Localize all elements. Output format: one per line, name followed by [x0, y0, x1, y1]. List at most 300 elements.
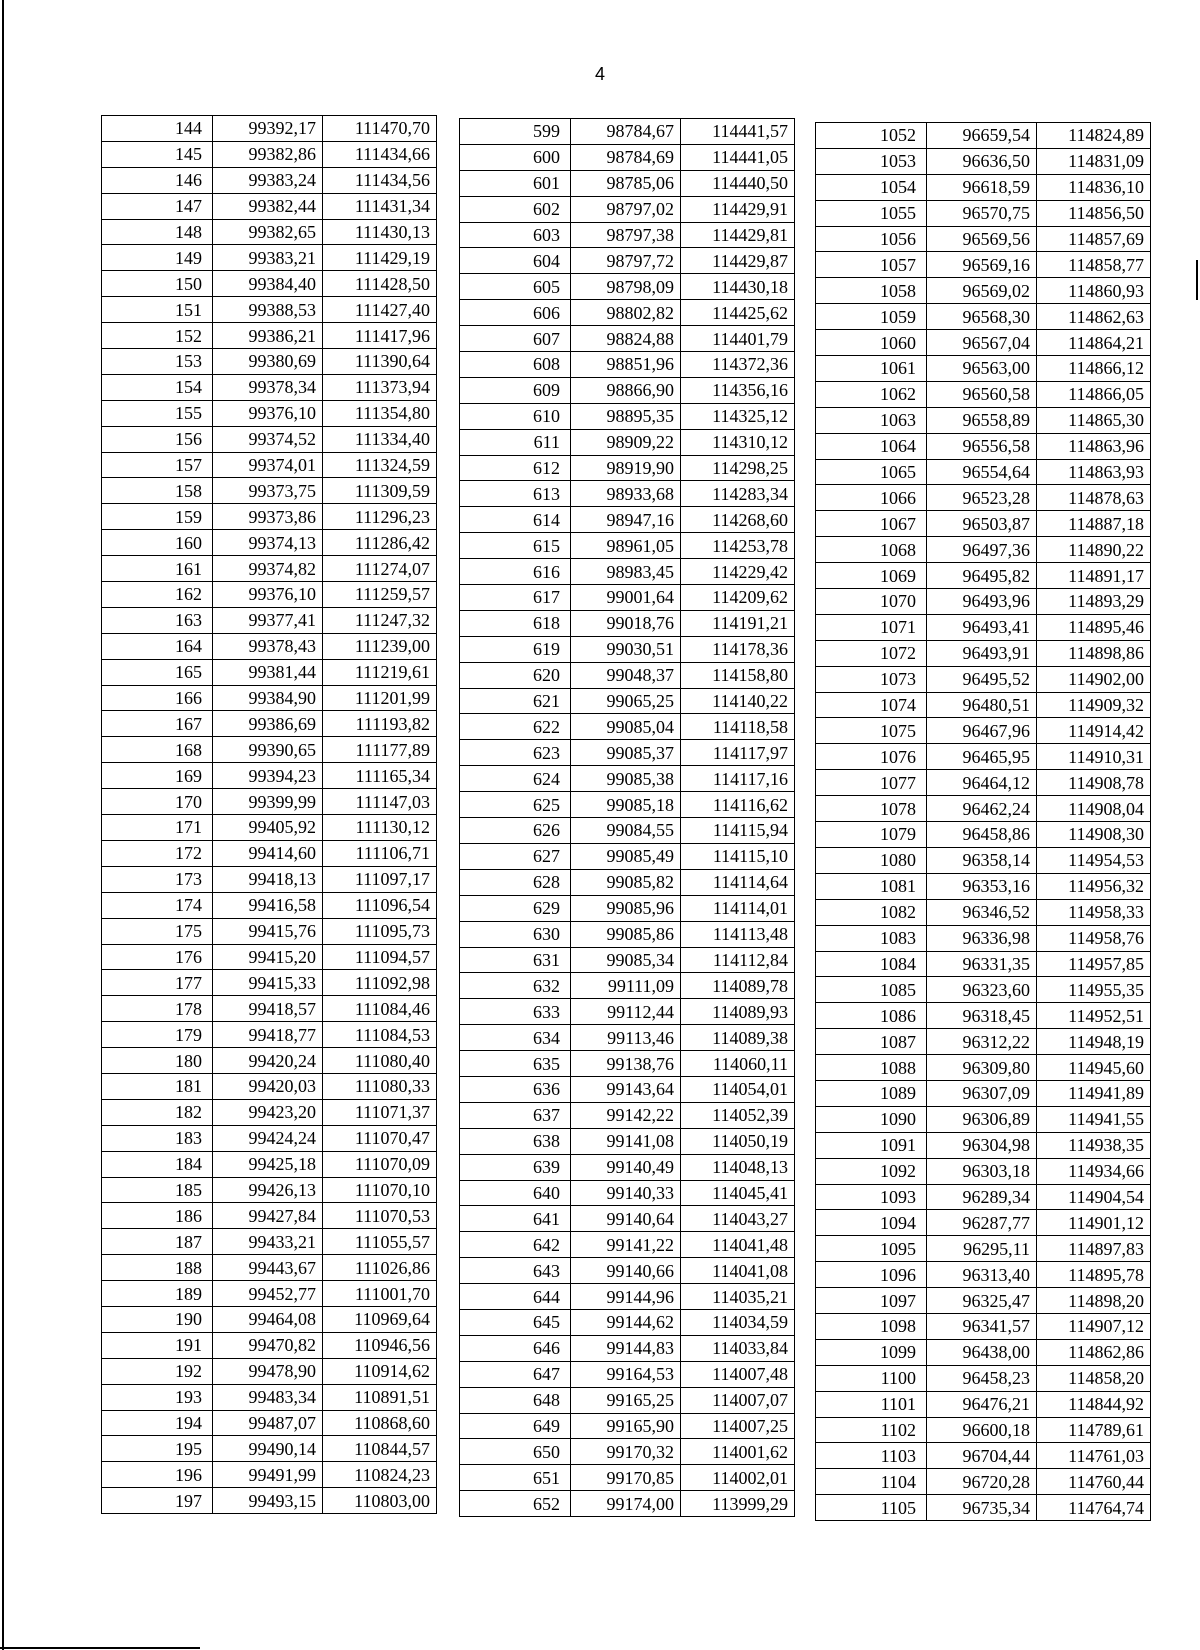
y-coordinate-cell: 111247,32	[323, 607, 437, 633]
x-coordinate-cell: 96523,28	[927, 485, 1037, 511]
x-coordinate-cell: 99377,41	[213, 607, 323, 633]
x-coordinate-cell: 99487,07	[213, 1410, 323, 1436]
point-number-cell: 167	[102, 711, 213, 737]
table-row	[816, 330, 1151, 356]
x-coordinate-cell: 96493,96	[927, 589, 1037, 615]
table-row	[102, 1099, 437, 1125]
x-coordinate-cell: 99376,10	[213, 400, 323, 426]
x-coordinate-cell: 99426,13	[213, 1177, 323, 1203]
x-coordinate-cell: 96313,40	[927, 1262, 1037, 1288]
table-row	[816, 174, 1151, 200]
x-coordinate-cell: 99001,64	[571, 585, 681, 611]
x-coordinate-cell: 99420,24	[213, 1048, 323, 1074]
x-coordinate-cell: 99491,99	[213, 1462, 323, 1488]
x-coordinate-cell: 99085,04	[571, 714, 681, 740]
table-row	[460, 300, 795, 326]
table-row	[460, 119, 795, 145]
y-coordinate-cell: 111092,98	[323, 970, 437, 996]
point-number-cell: 180	[102, 1048, 213, 1074]
table-row	[816, 252, 1151, 278]
coordinates-table-1	[101, 115, 437, 1514]
y-coordinate-cell: 111334,40	[323, 426, 437, 452]
point-number-cell: 609	[460, 377, 571, 403]
x-coordinate-cell: 99392,17	[213, 116, 323, 142]
point-number-cell: 1097	[816, 1288, 927, 1314]
x-coordinate-cell: 99464,08	[213, 1306, 323, 1332]
point-number-cell: 624	[460, 766, 571, 792]
x-coordinate-cell: 99478,90	[213, 1358, 323, 1384]
x-coordinate-cell: 96309,80	[927, 1055, 1037, 1081]
table-row	[460, 377, 795, 403]
y-coordinate-cell: 111259,57	[323, 582, 437, 608]
table-row	[460, 1361, 795, 1387]
point-number-cell: 1086	[816, 1003, 927, 1029]
x-coordinate-cell: 96720,28	[927, 1469, 1037, 1495]
y-coordinate-cell: 114907,12	[1037, 1313, 1151, 1339]
x-coordinate-cell: 99164,53	[571, 1361, 681, 1387]
point-number-cell: 614	[460, 507, 571, 533]
point-number-cell: 148	[102, 219, 213, 245]
table-row	[816, 666, 1151, 692]
x-coordinate-cell: 96569,56	[927, 226, 1037, 252]
x-coordinate-cell: 99383,24	[213, 167, 323, 193]
y-coordinate-cell: 114908,78	[1037, 770, 1151, 796]
y-coordinate-cell: 111309,59	[323, 478, 437, 504]
y-coordinate-cell: 111130,12	[323, 815, 437, 841]
point-number-cell: 618	[460, 610, 571, 636]
x-coordinate-cell: 96495,82	[927, 563, 1037, 589]
y-coordinate-cell: 114898,86	[1037, 640, 1151, 666]
x-coordinate-cell: 99483,34	[213, 1384, 323, 1410]
point-number-cell: 605	[460, 274, 571, 300]
x-coordinate-cell: 96303,18	[927, 1158, 1037, 1184]
table-row	[460, 144, 795, 170]
table-row	[460, 1284, 795, 1310]
table-row	[460, 1206, 795, 1232]
x-coordinate-cell: 99374,01	[213, 452, 323, 478]
table-row	[102, 193, 437, 219]
y-coordinate-cell: 111070,10	[323, 1177, 437, 1203]
table-row	[816, 977, 1151, 1003]
x-coordinate-cell: 96306,89	[927, 1106, 1037, 1132]
table-row	[102, 556, 437, 582]
point-number-cell: 1055	[816, 200, 927, 226]
table-row	[460, 1051, 795, 1077]
x-coordinate-cell: 99085,38	[571, 766, 681, 792]
x-coordinate-cell: 99112,44	[571, 999, 681, 1025]
x-coordinate-cell: 96353,16	[927, 873, 1037, 899]
y-coordinate-cell: 114948,19	[1037, 1029, 1151, 1055]
y-coordinate-cell: 114858,77	[1037, 252, 1151, 278]
point-number-cell: 623	[460, 740, 571, 766]
y-coordinate-cell: 114054,01	[681, 1076, 795, 1102]
table-row	[816, 1262, 1151, 1288]
x-coordinate-cell: 99170,85	[571, 1465, 681, 1491]
table-row	[102, 478, 437, 504]
point-number-cell: 1091	[816, 1132, 927, 1158]
point-number-cell: 1080	[816, 847, 927, 873]
y-coordinate-cell: 111084,53	[323, 1022, 437, 1048]
table-row	[460, 973, 795, 999]
table-row	[102, 1306, 437, 1332]
x-coordinate-cell: 99142,22	[571, 1102, 681, 1128]
table-row	[102, 245, 437, 271]
y-coordinate-cell: 114035,21	[681, 1284, 795, 1310]
x-coordinate-cell: 96567,04	[927, 330, 1037, 356]
point-number-cell: 1065	[816, 459, 927, 485]
point-number-cell: 612	[460, 455, 571, 481]
x-coordinate-cell: 96476,21	[927, 1391, 1037, 1417]
table-row	[102, 530, 437, 556]
point-number-cell: 632	[460, 973, 571, 999]
x-coordinate-cell: 99399,99	[213, 789, 323, 815]
point-number-cell: 1099	[816, 1339, 927, 1365]
y-coordinate-cell: 114836,10	[1037, 174, 1151, 200]
x-coordinate-cell: 98797,02	[571, 196, 681, 222]
table-row	[460, 818, 795, 844]
point-number-cell: 611	[460, 429, 571, 455]
y-coordinate-cell: 110946,56	[323, 1332, 437, 1358]
x-coordinate-cell: 96462,24	[927, 796, 1037, 822]
y-coordinate-cell: 114934,66	[1037, 1158, 1151, 1184]
table-row	[460, 1180, 795, 1206]
table-row	[102, 1073, 437, 1099]
x-coordinate-cell: 99111,09	[571, 973, 681, 999]
y-coordinate-cell: 110914,62	[323, 1358, 437, 1384]
point-number-cell: 1053	[816, 148, 927, 174]
y-coordinate-cell: 114116,62	[681, 792, 795, 818]
x-coordinate-cell: 96341,57	[927, 1313, 1037, 1339]
table-row	[816, 899, 1151, 925]
table-row	[816, 304, 1151, 330]
point-number-cell: 616	[460, 559, 571, 585]
point-number-cell: 151	[102, 297, 213, 323]
y-coordinate-cell: 114895,46	[1037, 614, 1151, 640]
table-row	[460, 869, 795, 895]
point-number-cell: 619	[460, 636, 571, 662]
y-coordinate-cell: 111354,80	[323, 400, 437, 426]
point-number-cell: 1105	[816, 1495, 927, 1521]
y-coordinate-cell: 114089,38	[681, 1025, 795, 1051]
y-coordinate-cell: 114114,64	[681, 869, 795, 895]
table-row	[816, 1365, 1151, 1391]
point-number-cell: 1104	[816, 1469, 927, 1495]
y-coordinate-cell: 114856,50	[1037, 200, 1151, 226]
table-row	[460, 1491, 795, 1517]
y-coordinate-cell: 114910,31	[1037, 744, 1151, 770]
table-row	[816, 796, 1151, 822]
table-row	[460, 170, 795, 196]
point-number-cell: 603	[460, 222, 571, 248]
y-coordinate-cell: 114958,33	[1037, 899, 1151, 925]
y-coordinate-cell: 111070,53	[323, 1203, 437, 1229]
x-coordinate-cell: 96560,58	[927, 381, 1037, 407]
x-coordinate-cell: 98802,82	[571, 300, 681, 326]
point-number-cell: 599	[460, 119, 571, 145]
point-number-cell: 636	[460, 1076, 571, 1102]
point-number-cell: 1100	[816, 1365, 927, 1391]
x-coordinate-cell: 96503,87	[927, 511, 1037, 537]
y-coordinate-cell: 114089,78	[681, 973, 795, 999]
y-coordinate-cell: 110824,23	[323, 1462, 437, 1488]
point-number-cell: 155	[102, 400, 213, 426]
point-number-cell: 1089	[816, 1080, 927, 1106]
y-coordinate-cell: 111026,86	[323, 1255, 437, 1281]
x-coordinate-cell: 96467,96	[927, 718, 1037, 744]
point-number-cell: 174	[102, 892, 213, 918]
table-row	[816, 356, 1151, 382]
x-coordinate-cell: 96600,18	[927, 1417, 1037, 1443]
x-coordinate-cell: 99085,82	[571, 869, 681, 895]
point-number-cell: 617	[460, 585, 571, 611]
x-coordinate-cell: 99381,44	[213, 659, 323, 685]
table-row	[102, 1358, 437, 1384]
x-coordinate-cell: 99420,03	[213, 1073, 323, 1099]
point-number-cell: 154	[102, 374, 213, 400]
x-coordinate-cell: 96458,86	[927, 822, 1037, 848]
point-number-cell: 608	[460, 352, 571, 378]
x-coordinate-cell: 96289,34	[927, 1184, 1037, 1210]
scan-edge-bottom	[0, 1647, 200, 1649]
y-coordinate-cell: 114862,86	[1037, 1339, 1151, 1365]
table-row	[102, 633, 437, 659]
y-coordinate-cell: 111429,19	[323, 245, 437, 271]
table-row	[816, 407, 1151, 433]
point-number-cell: 1054	[816, 174, 927, 200]
x-coordinate-cell: 99084,55	[571, 818, 681, 844]
y-coordinate-cell: 114048,13	[681, 1154, 795, 1180]
table-row	[460, 1154, 795, 1180]
x-coordinate-cell: 99425,18	[213, 1151, 323, 1177]
y-coordinate-cell: 114954,53	[1037, 847, 1151, 873]
point-number-cell: 1062	[816, 381, 927, 407]
x-coordinate-cell: 99141,22	[571, 1232, 681, 1258]
point-number-cell: 1102	[816, 1417, 927, 1443]
table-row	[102, 271, 437, 297]
y-coordinate-cell: 111070,09	[323, 1151, 437, 1177]
y-coordinate-cell: 114001,62	[681, 1439, 795, 1465]
table-row	[102, 685, 437, 711]
table-row	[460, 1413, 795, 1439]
point-number-cell: 188	[102, 1255, 213, 1281]
y-coordinate-cell: 110969,64	[323, 1306, 437, 1332]
point-number-cell: 1056	[816, 226, 927, 252]
x-coordinate-cell: 96497,36	[927, 537, 1037, 563]
y-coordinate-cell: 114895,78	[1037, 1262, 1151, 1288]
table-row	[102, 141, 437, 167]
y-coordinate-cell: 114862,63	[1037, 304, 1151, 330]
x-coordinate-cell: 98947,16	[571, 507, 681, 533]
y-coordinate-cell: 114440,50	[681, 170, 795, 196]
point-number-cell: 182	[102, 1099, 213, 1125]
point-number-cell: 178	[102, 996, 213, 1022]
y-coordinate-cell: 111084,46	[323, 996, 437, 1022]
point-number-cell: 629	[460, 895, 571, 921]
coordinates-table-2	[459, 118, 795, 1517]
y-coordinate-cell: 114429,91	[681, 196, 795, 222]
y-coordinate-cell: 114118,58	[681, 714, 795, 740]
y-coordinate-cell: 114089,93	[681, 999, 795, 1025]
table-row	[102, 1229, 437, 1255]
point-number-cell: 159	[102, 504, 213, 530]
point-number-cell: 171	[102, 815, 213, 841]
y-coordinate-cell: 111165,34	[323, 763, 437, 789]
table-row	[102, 918, 437, 944]
y-coordinate-cell: 111147,03	[323, 789, 437, 815]
point-number-cell: 627	[460, 843, 571, 869]
table-row	[102, 659, 437, 685]
point-number-cell: 1069	[816, 563, 927, 589]
point-number-cell: 1095	[816, 1236, 927, 1262]
x-coordinate-cell: 99373,75	[213, 478, 323, 504]
y-coordinate-cell: 114283,34	[681, 481, 795, 507]
table-row	[102, 1177, 437, 1203]
x-coordinate-cell: 99140,49	[571, 1154, 681, 1180]
x-coordinate-cell: 99085,37	[571, 740, 681, 766]
y-coordinate-cell: 114760,44	[1037, 1469, 1151, 1495]
point-number-cell: 1071	[816, 614, 927, 640]
table-row	[102, 1410, 437, 1436]
y-coordinate-cell: 111434,56	[323, 167, 437, 193]
point-number-cell: 160	[102, 530, 213, 556]
coordinates-table-3	[815, 122, 1151, 1521]
x-coordinate-cell: 96465,95	[927, 744, 1037, 770]
table-row	[816, 1443, 1151, 1469]
table-row	[102, 1151, 437, 1177]
table-row	[816, 744, 1151, 770]
y-coordinate-cell: 111080,33	[323, 1073, 437, 1099]
table-row	[816, 1210, 1151, 1236]
y-coordinate-cell: 114115,10	[681, 843, 795, 869]
table-row	[460, 921, 795, 947]
table-row	[460, 1102, 795, 1128]
table-row	[102, 1488, 437, 1514]
y-coordinate-cell: 114858,20	[1037, 1365, 1151, 1391]
point-number-cell: 600	[460, 144, 571, 170]
table-row	[816, 1313, 1151, 1339]
table-row	[816, 1236, 1151, 1262]
y-coordinate-cell: 114824,89	[1037, 123, 1151, 149]
y-coordinate-cell: 111095,73	[323, 918, 437, 944]
y-coordinate-cell: 114844,92	[1037, 1391, 1151, 1417]
y-coordinate-cell: 111427,40	[323, 297, 437, 323]
point-number-cell: 645	[460, 1309, 571, 1335]
x-coordinate-cell: 96295,11	[927, 1236, 1037, 1262]
x-coordinate-cell: 96495,52	[927, 666, 1037, 692]
point-number-cell: 191	[102, 1332, 213, 1358]
y-coordinate-cell: 111430,13	[323, 219, 437, 245]
y-coordinate-cell: 113999,29	[681, 1491, 795, 1517]
table-row	[102, 1281, 437, 1307]
table-row	[102, 426, 437, 452]
y-coordinate-cell: 114860,93	[1037, 278, 1151, 304]
point-number-cell: 1078	[816, 796, 927, 822]
table-row	[460, 792, 795, 818]
x-coordinate-cell: 99386,69	[213, 711, 323, 737]
point-number-cell: 192	[102, 1358, 213, 1384]
point-number-cell: 606	[460, 300, 571, 326]
point-number-cell: 628	[460, 869, 571, 895]
x-coordinate-cell: 99165,90	[571, 1413, 681, 1439]
point-number-cell: 152	[102, 323, 213, 349]
table-row	[816, 381, 1151, 407]
table-row	[102, 763, 437, 789]
table-row	[460, 196, 795, 222]
y-coordinate-cell: 111373,94	[323, 374, 437, 400]
table-row	[460, 1232, 795, 1258]
x-coordinate-cell: 99144,96	[571, 1284, 681, 1310]
x-coordinate-cell: 96704,44	[927, 1443, 1037, 1469]
point-number-cell: 168	[102, 737, 213, 763]
x-coordinate-cell: 99085,18	[571, 792, 681, 818]
table-row	[102, 116, 437, 142]
point-number-cell: 1101	[816, 1391, 927, 1417]
x-coordinate-cell: 99374,13	[213, 530, 323, 556]
x-coordinate-cell: 99493,15	[213, 1488, 323, 1514]
x-coordinate-cell: 96325,47	[927, 1288, 1037, 1314]
x-coordinate-cell: 99383,21	[213, 245, 323, 271]
y-coordinate-cell: 111094,57	[323, 944, 437, 970]
table-row	[816, 770, 1151, 796]
point-number-cell: 147	[102, 193, 213, 219]
y-coordinate-cell: 114117,97	[681, 740, 795, 766]
table-row	[816, 1495, 1151, 1521]
x-coordinate-cell: 99390,65	[213, 737, 323, 763]
y-coordinate-cell: 114890,22	[1037, 537, 1151, 563]
table-row	[816, 589, 1151, 615]
point-number-cell: 157	[102, 452, 213, 478]
x-coordinate-cell: 98824,88	[571, 326, 681, 352]
x-coordinate-cell: 99415,20	[213, 944, 323, 970]
point-number-cell: 161	[102, 556, 213, 582]
point-number-cell: 150	[102, 271, 213, 297]
point-number-cell: 175	[102, 918, 213, 944]
x-coordinate-cell: 99427,84	[213, 1203, 323, 1229]
point-number-cell: 1068	[816, 537, 927, 563]
page-number: 4	[594, 64, 605, 84]
point-number-cell: 1092	[816, 1158, 927, 1184]
y-coordinate-cell: 114891,17	[1037, 563, 1151, 589]
x-coordinate-cell: 99490,14	[213, 1436, 323, 1462]
table-row	[102, 504, 437, 530]
table-row	[460, 481, 795, 507]
table-row	[460, 714, 795, 740]
y-coordinate-cell: 114253,78	[681, 533, 795, 559]
x-coordinate-cell: 96568,30	[927, 304, 1037, 330]
table-row	[460, 1439, 795, 1465]
x-coordinate-cell: 99382,86	[213, 141, 323, 167]
x-coordinate-cell: 96304,98	[927, 1132, 1037, 1158]
x-coordinate-cell: 99416,58	[213, 892, 323, 918]
x-coordinate-cell: 99443,67	[213, 1255, 323, 1281]
table-row	[102, 1462, 437, 1488]
point-number-cell: 1057	[816, 252, 927, 278]
point-number-cell: 1083	[816, 925, 927, 951]
point-number-cell: 1066	[816, 485, 927, 511]
point-number-cell: 177	[102, 970, 213, 996]
x-coordinate-cell: 98961,05	[571, 533, 681, 559]
point-number-cell: 165	[102, 659, 213, 685]
y-coordinate-cell: 114372,36	[681, 352, 795, 378]
table-row	[460, 222, 795, 248]
point-number-cell: 1098	[816, 1313, 927, 1339]
y-coordinate-cell: 114007,48	[681, 1361, 795, 1387]
table-row	[816, 1417, 1151, 1443]
y-coordinate-cell: 111470,70	[323, 116, 437, 142]
point-number-cell: 1052	[816, 123, 927, 149]
x-coordinate-cell: 96358,14	[927, 847, 1037, 873]
y-coordinate-cell: 114893,29	[1037, 589, 1151, 615]
